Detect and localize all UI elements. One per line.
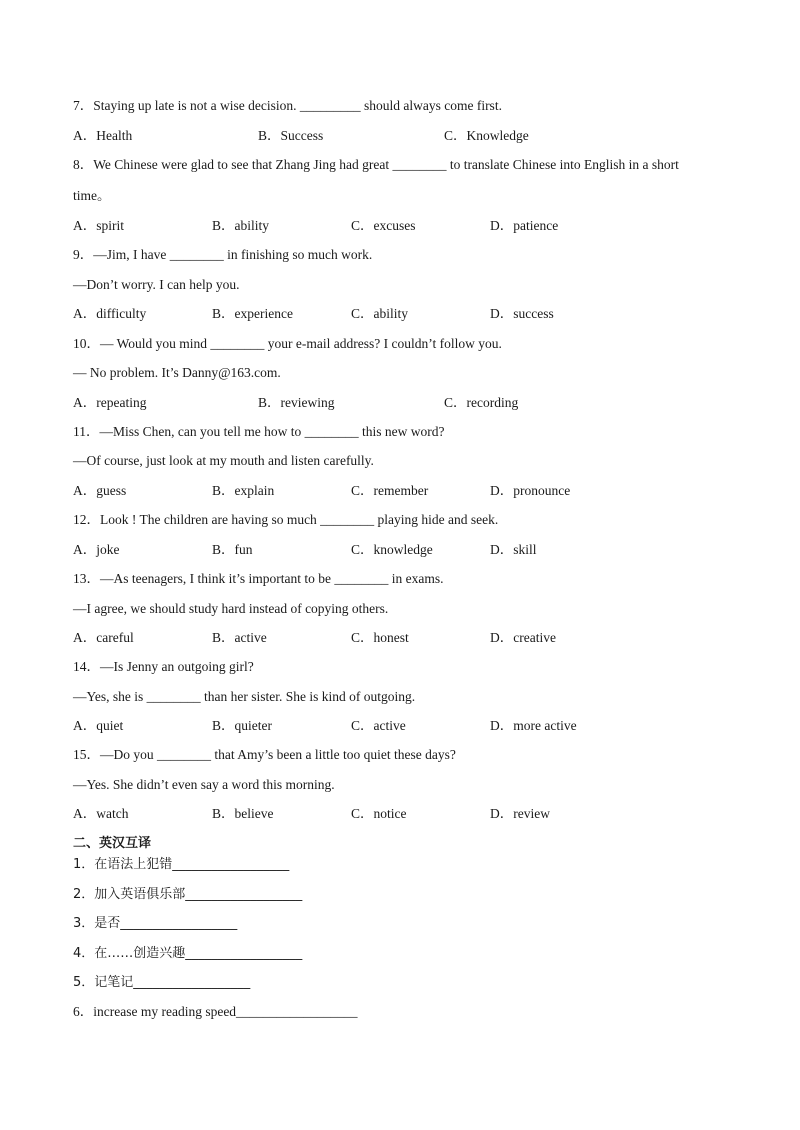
question-8-stem: 8．We Chinese were glad to see that Zhang Jing had great ________ to translate Chinese into English in a short — [73, 157, 679, 172]
q7-option-a: A．Health — [73, 128, 133, 143]
q13-option-d: D．creative — [490, 630, 556, 645]
question-10-stem: 10．— Would you mind ________ your e-mail address? I couldn’t follow you. — [73, 336, 502, 351]
q11-option-c: C．remember — [351, 483, 429, 498]
q12-option-c: C．knowledge — [351, 542, 433, 557]
q15-option-b: B．believe — [212, 806, 274, 821]
question-15-reply: —Yes. She didn’t even say a word this morning. — [73, 777, 335, 792]
q9-option-d: D．success — [490, 306, 554, 321]
translation-item-2: 2．加入英语俱乐部__________________ — [73, 887, 303, 902]
q10-option-b: B．reviewing — [258, 395, 335, 410]
question-10-reply: — No problem. It’s Danny@163.com. — [73, 365, 281, 380]
question-14-reply: —Yes, she is ________ than her sister. She is kind of outgoing. — [73, 689, 416, 704]
q15-option-a: A．watch — [73, 806, 129, 821]
translation-item-4: 4．在……创造兴趣__________________ — [73, 946, 303, 961]
q8-option-c: C．excuses — [351, 218, 416, 233]
question-15-stem: 15．—Do you ________ that Amy’s been a little too quiet these days? — [73, 747, 456, 762]
q15-option-c: C．notice — [351, 806, 407, 821]
q8-option-b: B．ability — [212, 218, 269, 233]
question-14-stem: 14．—Is Jenny an outgoing girl? — [73, 659, 254, 674]
question-9-stem: 9．—Jim, I have ________ in finishing so much work. — [73, 247, 373, 262]
question-8-stem-continued: time。 — [73, 188, 111, 203]
q11-option-b: B．explain — [212, 483, 275, 498]
question-7-stem: 7．Staying up late is not a wise decision. _________ should always come first. — [73, 98, 502, 113]
q12-option-b: B．fun — [212, 542, 253, 557]
q9-option-c: C．ability — [351, 306, 408, 321]
translation-item-3: 3．是否__________________ — [73, 916, 238, 931]
q8-option-a: A．spirit — [73, 218, 125, 233]
translation-item-1: 1．在语法上犯错__________________ — [73, 857, 290, 872]
q9-option-b: B．experience — [212, 306, 293, 321]
q13-option-b: B．active — [212, 630, 267, 645]
q13-option-a: A．careful — [73, 630, 134, 645]
q14-option-c: C．active — [351, 718, 406, 733]
question-11-stem: 11．—Miss Chen, can you tell me how to ________ this new word? — [73, 424, 445, 439]
translation-item-5: 5．记笔记__________________ — [73, 975, 251, 990]
q10-option-a: A．repeating — [73, 395, 147, 410]
q14-option-a: A．quiet — [73, 718, 124, 733]
q12-option-d: D．skill — [490, 542, 537, 557]
q10-option-c: C．recording — [444, 395, 519, 410]
q9-option-a: A．difficulty — [73, 306, 147, 321]
q8-option-d: D．patience — [490, 218, 559, 233]
q7-option-b: B．Success — [258, 128, 324, 143]
question-9-reply: —Don’t worry. I can help you. — [73, 277, 240, 292]
q14-option-b: B．quieter — [212, 718, 272, 733]
question-13-stem: 13．—As teenagers, I think it’s important to be ________ in exams. — [73, 571, 444, 586]
question-11-reply: —Of course, just look at my mouth and listen carefully. — [73, 453, 374, 468]
q15-option-d: D．review — [490, 806, 550, 821]
question-13-reply: —I agree, we should study hard instead of copying others. — [73, 601, 389, 616]
q13-option-c: C．honest — [351, 630, 409, 645]
question-12-stem: 12．Look ! The children are having so much ________ playing hide and seek. — [73, 512, 499, 527]
translation-item-6: 6．increase my reading speed__________________ — [73, 1004, 358, 1019]
q14-option-d: D．more active — [490, 718, 577, 733]
section-2-heading: 二、英汉互译 — [73, 836, 152, 851]
q12-option-a: A．joke — [73, 542, 120, 557]
q11-option-a: A．guess — [73, 483, 127, 498]
q11-option-d: D．pronounce — [490, 483, 571, 498]
q7-option-c: C．Knowledge — [444, 128, 529, 143]
